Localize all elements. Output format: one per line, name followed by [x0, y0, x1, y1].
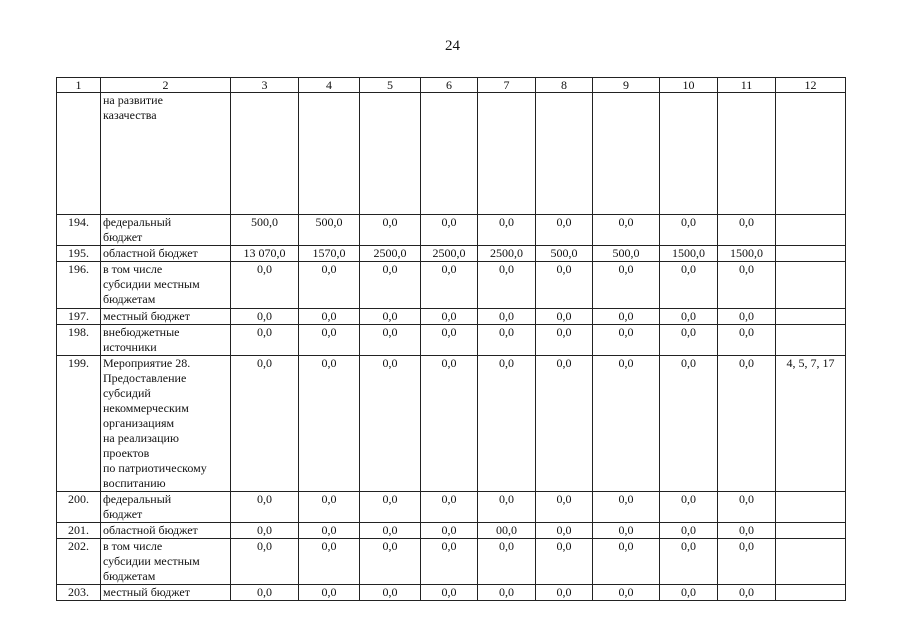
row-number: 197.	[57, 309, 101, 325]
reference-cell: 4, 5, 7, 17	[776, 356, 846, 492]
value-cell: 0,0	[478, 262, 536, 309]
value-cell: 0,0	[231, 585, 299, 601]
table-header-row	[57, 78, 846, 93]
column-header: 4	[299, 78, 360, 93]
row-number: 203.	[57, 585, 101, 601]
value-cell: 0,0	[360, 325, 421, 356]
value-cell: 0,0	[299, 262, 360, 309]
value-cell: 0,0	[299, 356, 360, 492]
value-cell: 0,0	[421, 585, 478, 601]
value-cell: 00,0	[478, 523, 536, 539]
row-description: местный бюджет	[101, 309, 231, 325]
table-row	[57, 215, 846, 246]
value-cell: 0,0	[299, 585, 360, 601]
value-cell: 0,0	[593, 215, 660, 246]
value-cell: 0,0	[421, 262, 478, 309]
value-cell	[536, 93, 593, 215]
row-number: 200.	[57, 492, 101, 523]
row-number: 199.	[57, 356, 101, 492]
row-number	[57, 93, 101, 215]
value-cell: 0,0	[660, 539, 718, 585]
value-cell: 0,0	[718, 492, 776, 523]
value-cell: 0,0	[660, 356, 718, 492]
value-cell: 0,0	[593, 262, 660, 309]
value-cell: 0,0	[231, 262, 299, 309]
value-cell: 0,0	[536, 539, 593, 585]
value-cell: 0,0	[660, 492, 718, 523]
value-cell: 0,0	[421, 325, 478, 356]
value-cell: 0,0	[478, 492, 536, 523]
row-description: Мероприятие 28. Предоставление субсидий некоммерческим организациям на реализацию проектов по патриотическому воспитанию	[101, 356, 231, 492]
value-cell: 0,0	[231, 356, 299, 492]
table-row	[57, 262, 846, 309]
row-description: внебюджетные источники	[101, 325, 231, 356]
value-cell: 0,0	[593, 325, 660, 356]
table-row	[57, 523, 846, 539]
value-cell: 0,0	[360, 309, 421, 325]
row-number: 198.	[57, 325, 101, 356]
row-description: в том числе субсидии местным бюджетам	[101, 539, 231, 585]
value-cell: 0,0	[536, 309, 593, 325]
value-cell: 0,0	[299, 523, 360, 539]
row-description: областной бюджет	[101, 523, 231, 539]
value-cell: 2500,0	[360, 246, 421, 262]
table-row	[57, 539, 846, 585]
value-cell: 0,0	[360, 492, 421, 523]
value-cell: 0,0	[360, 262, 421, 309]
value-cell: 0,0	[299, 325, 360, 356]
value-cell: 0,0	[593, 523, 660, 539]
value-cell: 0,0	[231, 523, 299, 539]
column-header: 10	[660, 78, 718, 93]
value-cell: 0,0	[421, 523, 478, 539]
value-cell: 0,0	[478, 215, 536, 246]
value-cell: 0,0	[478, 356, 536, 492]
value-cell: 0,0	[360, 215, 421, 246]
value-cell: 0,0	[421, 492, 478, 523]
value-cell	[299, 93, 360, 215]
value-cell: 500,0	[593, 246, 660, 262]
table-row	[57, 585, 846, 601]
value-cell: 0,0	[360, 356, 421, 492]
value-cell: 0,0	[421, 356, 478, 492]
value-cell: 0,0	[536, 523, 593, 539]
value-cell	[660, 93, 718, 215]
value-cell: 0,0	[421, 309, 478, 325]
budget-table	[56, 77, 846, 601]
value-cell	[231, 93, 299, 215]
value-cell: 0,0	[593, 356, 660, 492]
value-cell: 0,0	[718, 309, 776, 325]
column-header: 2	[101, 78, 231, 93]
table-row	[57, 492, 846, 523]
value-cell: 0,0	[360, 585, 421, 601]
value-cell	[421, 93, 478, 215]
value-cell: 0,0	[718, 539, 776, 585]
value-cell: 13 070,0	[231, 246, 299, 262]
value-cell: 0,0	[718, 585, 776, 601]
column-header: 11	[718, 78, 776, 93]
value-cell: 0,0	[660, 585, 718, 601]
value-cell: 0,0	[299, 492, 360, 523]
row-description: на развитие казачества	[101, 93, 231, 215]
row-number: 202.	[57, 539, 101, 585]
value-cell: 0,0	[593, 539, 660, 585]
value-cell: 0,0	[478, 539, 536, 585]
value-cell: 0,0	[478, 325, 536, 356]
value-cell: 0,0	[231, 539, 299, 585]
value-cell	[478, 93, 536, 215]
reference-cell	[776, 246, 846, 262]
row-description: областной бюджет	[101, 246, 231, 262]
reference-cell	[776, 539, 846, 585]
reference-cell	[776, 93, 846, 215]
value-cell	[718, 93, 776, 215]
column-header: 12	[776, 78, 846, 93]
column-header: 1	[57, 78, 101, 93]
value-cell: 0,0	[536, 215, 593, 246]
column-header: 3	[231, 78, 299, 93]
value-cell: 0,0	[660, 262, 718, 309]
row-description: в том числе субсидии местным бюджетам	[101, 262, 231, 309]
reference-cell	[776, 492, 846, 523]
value-cell: 0,0	[593, 309, 660, 325]
table-row	[57, 309, 846, 325]
value-cell: 0,0	[718, 262, 776, 309]
value-cell: 0,0	[360, 523, 421, 539]
row-number: 194.	[57, 215, 101, 246]
value-cell: 2500,0	[478, 246, 536, 262]
table-row	[57, 246, 846, 262]
value-cell: 0,0	[718, 356, 776, 492]
table-row	[57, 325, 846, 356]
row-number: 195.	[57, 246, 101, 262]
value-cell: 0,0	[421, 215, 478, 246]
value-cell: 0,0	[536, 356, 593, 492]
value-cell: 0,0	[660, 325, 718, 356]
value-cell: 0,0	[421, 539, 478, 585]
row-description: федеральный бюджет	[101, 492, 231, 523]
value-cell: 0,0	[660, 309, 718, 325]
reference-cell	[776, 309, 846, 325]
value-cell: 0,0	[593, 585, 660, 601]
reference-cell	[776, 523, 846, 539]
value-cell: 2500,0	[421, 246, 478, 262]
value-cell: 1500,0	[660, 246, 718, 262]
value-cell: 0,0	[660, 215, 718, 246]
value-cell: 0,0	[536, 325, 593, 356]
value-cell: 0,0	[478, 585, 536, 601]
value-cell: 500,0	[536, 246, 593, 262]
column-header: 6	[421, 78, 478, 93]
table-row	[57, 356, 846, 492]
table-row	[57, 93, 846, 215]
value-cell: 0,0	[231, 325, 299, 356]
value-cell	[360, 93, 421, 215]
value-cell: 500,0	[299, 215, 360, 246]
value-cell	[593, 93, 660, 215]
value-cell: 0,0	[718, 325, 776, 356]
value-cell: 0,0	[478, 309, 536, 325]
reference-cell	[776, 215, 846, 246]
column-header: 7	[478, 78, 536, 93]
page-number: 24	[445, 38, 460, 54]
value-cell: 0,0	[536, 492, 593, 523]
reference-cell	[776, 325, 846, 356]
value-cell: 0,0	[536, 262, 593, 309]
column-header: 5	[360, 78, 421, 93]
column-header: 9	[593, 78, 660, 93]
value-cell: 500,0	[231, 215, 299, 246]
row-number: 201.	[57, 523, 101, 539]
value-cell: 1570,0	[299, 246, 360, 262]
reference-cell	[776, 262, 846, 309]
value-cell: 0,0	[536, 585, 593, 601]
column-header: 8	[536, 78, 593, 93]
value-cell: 0,0	[231, 309, 299, 325]
value-cell: 0,0	[299, 309, 360, 325]
row-description: местный бюджет	[101, 585, 231, 601]
value-cell: 0,0	[231, 492, 299, 523]
value-cell: 0,0	[299, 539, 360, 585]
value-cell: 0,0	[718, 523, 776, 539]
reference-cell	[776, 585, 846, 601]
value-cell: 0,0	[718, 215, 776, 246]
row-description: федеральный бюджет	[101, 215, 231, 246]
value-cell: 0,0	[360, 539, 421, 585]
value-cell: 0,0	[660, 523, 718, 539]
row-number: 196.	[57, 262, 101, 309]
value-cell: 1500,0	[718, 246, 776, 262]
value-cell: 0,0	[593, 492, 660, 523]
